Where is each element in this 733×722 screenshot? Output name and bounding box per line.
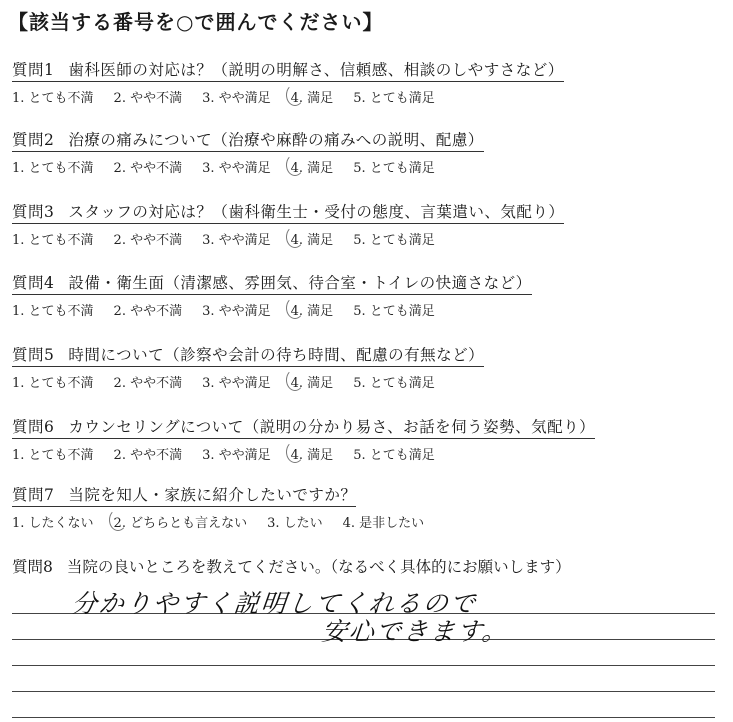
option-5[interactable]: 5. とても満足 (353, 376, 435, 391)
question-3-options (12, 229, 455, 248)
question-4 (12, 271, 532, 295)
question-number: 質問6 (12, 418, 55, 436)
question-title (12, 128, 484, 152)
question-title (12, 343, 484, 367)
question-8 (12, 555, 571, 577)
option-4-selected[interactable]: 4. 満足 (291, 157, 334, 176)
option-3[interactable]: 3. やや満足 (202, 376, 271, 391)
question-3 (12, 200, 564, 224)
option-3[interactable]: 3. やや満足 (202, 161, 271, 176)
handwritten-answer-line-1: 分かりやすく説明してくれるので (70, 589, 479, 618)
question-7-options (12, 512, 444, 531)
question-1 (12, 58, 564, 82)
option-1[interactable]: 1. したくない (12, 516, 94, 531)
question-5-options (12, 372, 455, 391)
option-4-selected[interactable]: 4. 満足 (291, 444, 334, 463)
question-text: 当院を知人・家族に紹介したいですか？ (68, 486, 357, 504)
question-6 (12, 415, 595, 439)
question-7 (12, 483, 356, 507)
question-text: 歯科医師の対応は？（説明の明解さ、信頼感、相談のしやすさなど） (68, 61, 564, 79)
option-5[interactable]: 5. とても満足 (353, 448, 435, 463)
option-3[interactable]: 3. やや満足 (202, 304, 271, 319)
question-number: 質問4 (12, 274, 55, 292)
question-number: 質問5 (12, 346, 55, 364)
question-title (12, 271, 532, 295)
option-1[interactable]: 1. とても不満 (12, 448, 94, 463)
option-4-selected[interactable]: 4. 満足 (291, 87, 334, 106)
question-8-title: 当院の良いところを教えてください。（なるべく具体的にお願いします） (66, 558, 571, 576)
option-4-selected[interactable]: 4. 満足 (291, 300, 334, 319)
question-2-options (12, 157, 455, 176)
handwritten-answer-line-2: 安心できます。 (320, 617, 511, 646)
option-5[interactable]: 5. とても満足 (353, 161, 435, 176)
option-2[interactable]: 2. やや不満 (113, 448, 183, 463)
option-1[interactable]: 1. とても不満 (12, 304, 94, 319)
option-1[interactable]: 1. とても不満 (12, 91, 94, 106)
option-3[interactable]: 3. したい (267, 516, 323, 531)
question-text: スタッフの対応は？（歯科衛生士・受付の態度、言葉遣い、気配り） (68, 203, 565, 221)
option-2[interactable]: 2. やや不満 (113, 304, 183, 319)
question-title (12, 483, 356, 507)
option-5[interactable]: 5. とても満足 (353, 233, 435, 248)
question-5 (12, 343, 484, 367)
option-1[interactable]: 1. とても不満 (12, 161, 94, 176)
question-title (12, 200, 564, 224)
question-2 (12, 128, 484, 152)
question-number: 質問3 (12, 203, 55, 221)
option-4-selected[interactable]: 4. 満足 (291, 229, 334, 248)
option-2-selected[interactable]: 2. どちらとも言えない (114, 512, 248, 531)
question-4-options (12, 300, 455, 319)
question-text: 時間について（診察や会計の待ち時間、配慮の有無など） (68, 346, 485, 364)
option-2[interactable]: 2. やや不満 (113, 161, 183, 176)
option-4-selected[interactable]: 4. 満足 (291, 372, 334, 391)
option-5[interactable]: 5. とても満足 (353, 91, 435, 106)
option-1[interactable]: 1. とても不満 (12, 376, 94, 391)
option-2[interactable]: 2. やや不満 (113, 233, 183, 248)
question-text: 設備・衛生面（清潔感、雰囲気、待合室・トイレの快適さなど） (68, 274, 532, 292)
question-number: 質問2 (12, 131, 55, 149)
option-3[interactable]: 3. やや満足 (202, 448, 271, 463)
option-3[interactable]: 3. やや満足 (202, 233, 271, 248)
question-title (12, 58, 564, 82)
option-2[interactable]: 2. やや不満 (113, 91, 183, 106)
option-2[interactable]: 2. やや不満 (113, 376, 183, 391)
question-title (12, 415, 595, 439)
instruction-header: 【該当する番号を○で囲んでください】 (8, 10, 384, 34)
option-3[interactable]: 3. やや満足 (202, 91, 271, 106)
question-text: 治療の痛みについて（治療や麻酔の痛みへの説明、配慮） (68, 131, 484, 149)
question-number: 質問1 (12, 61, 55, 79)
question-6-options (12, 444, 455, 463)
option-1[interactable]: 1. とても不満 (12, 233, 94, 248)
question-1-options (12, 87, 455, 106)
option-4[interactable]: 4. 是非したい (342, 516, 425, 531)
question-text: カウンセリングについて（説明の分かり易さ、お話を伺う姿勢、気配り） (68, 418, 596, 436)
option-5[interactable]: 5. とても満足 (353, 304, 435, 319)
question-8-number: 質問8 (12, 558, 53, 576)
question-number: 質問7 (12, 486, 55, 504)
